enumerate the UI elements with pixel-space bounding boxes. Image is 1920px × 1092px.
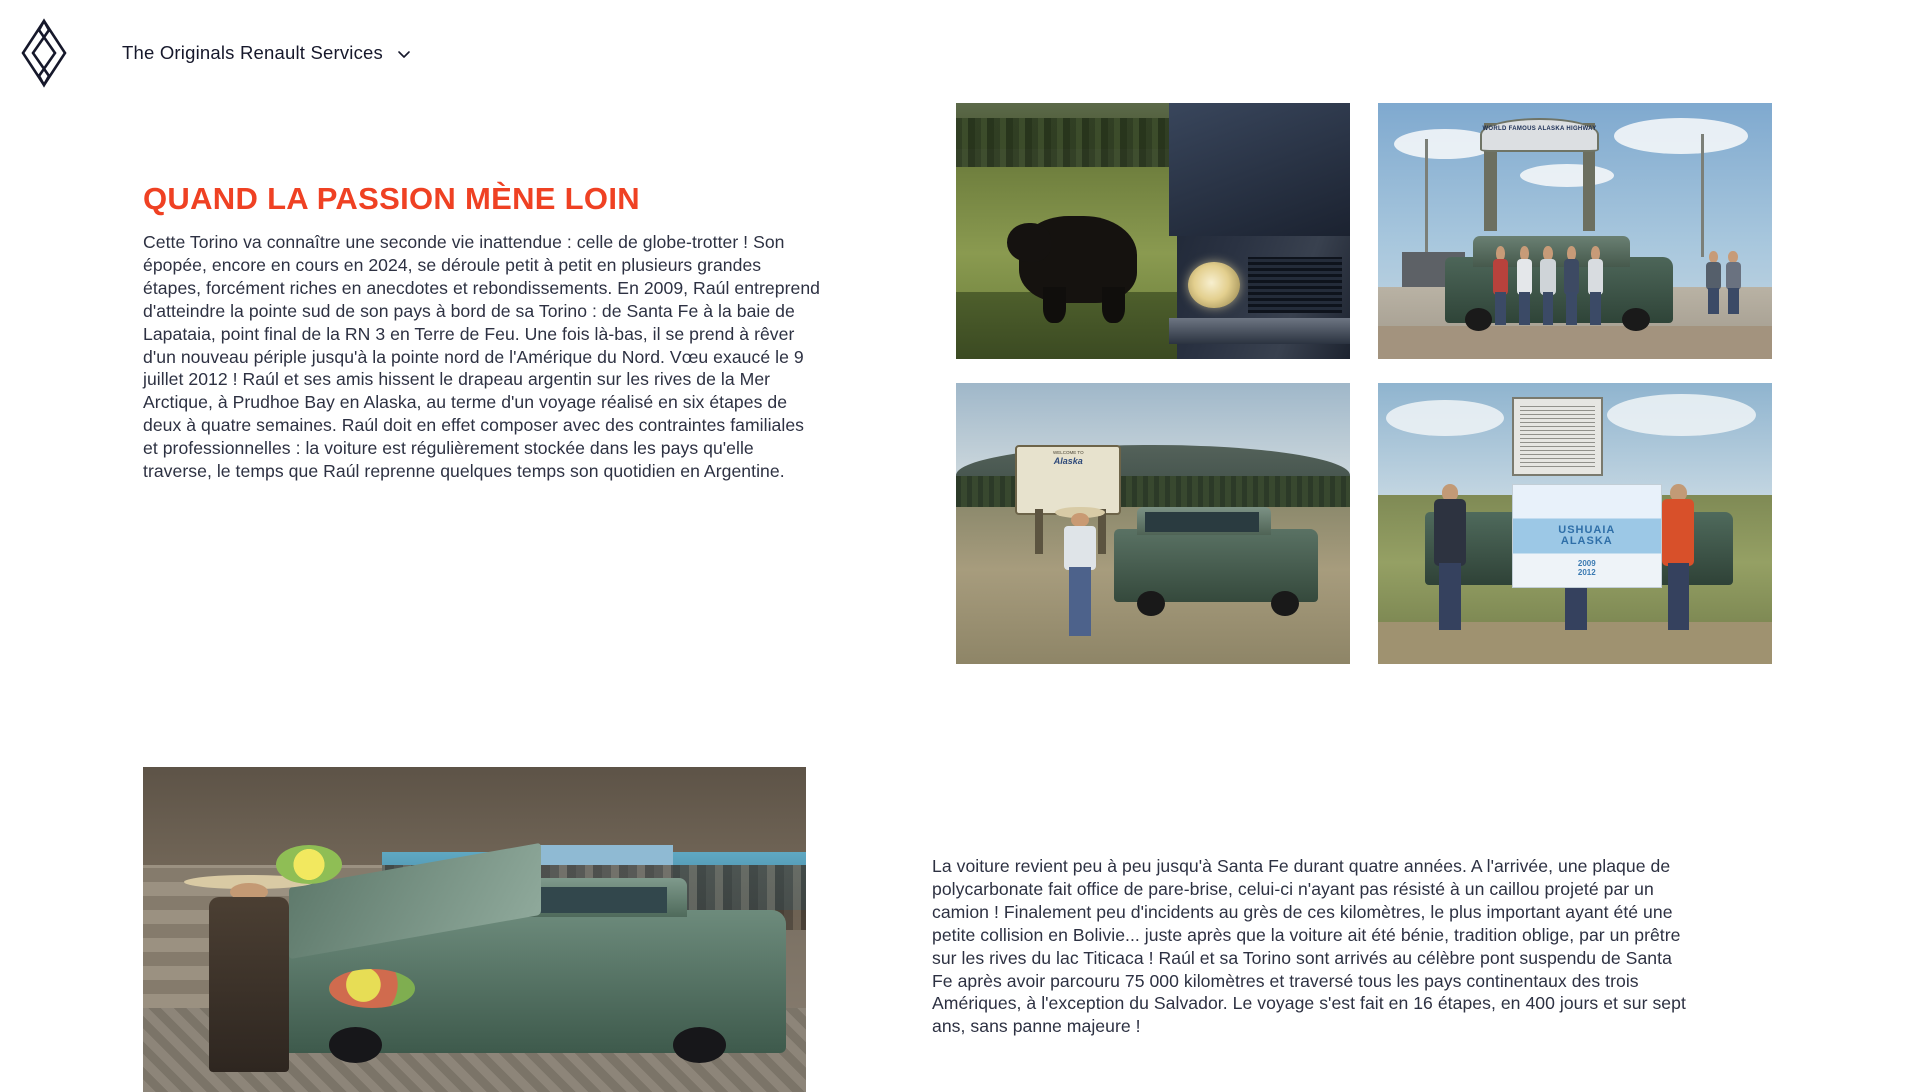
brand-nav-label: The Originals Renault Services: [122, 42, 383, 63]
photo-ushuaia-alaska-banner: [1378, 383, 1772, 664]
page-title: QUAND LA PASSION MÈNE LOIN: [143, 181, 640, 216]
highway-sign-text: WORLD FAMOUS ALASKA HIGHWAY: [1482, 126, 1597, 133]
brand-nav[interactable]: [122, 42, 411, 64]
photo-black-bear-beside-car: [956, 103, 1350, 359]
banner-line-alaska: ALASKA: [1560, 535, 1613, 548]
article-paragraph-1: Cette Torino va connaître une seconde vie inattendue : celle de globe-trotter ! Son épopée, encore en cours en 2024, se déroule petit à petit en plusieurs grandes étapes, forcément riches en anecdotes et rebondissements. En 2009, Raúl entreprend d'atteindre la pointe sud de son pays à bord de sa Torino : de Santa Fe à la baie de Lapataia, point final de la RN 3 en Terre de Feu. Une fois là-bas, il se prend à rêver d'un nouveau périple jusqu'à la pointe nord de l'Amérique du Nord. Vœu exaucé le 9 juillet 2012 ! Raúl et ses amis hissent le drapeau argentin sur les rives de la Mer Arctique, à Prudhoe Bay en Alaska, au terme d'un voyage réalisé en six étapes de deux à quatre semaines. Raúl doit en effet composer avec des contraintes familiales et professionnelles : la voiture est régulièrement stockée dans les pays qu'elle traverse, le temps que Raúl reprenne quelques temps son quotidien en Argentine.: [143, 232, 820, 482]
photo-alaska-highway-sign: [1378, 103, 1772, 359]
photo-welcome-to-alaska-sign: [956, 383, 1350, 664]
alaska-sign-small: WELCOME TO: [1052, 450, 1084, 456]
photo-priest-blessing-car: [143, 767, 806, 1092]
chevron-down-icon[interactable]: [397, 47, 411, 61]
banner-line-ushuaia: USHUAIA: [1558, 523, 1616, 536]
article-paragraph-2: La voiture revient peu à peu jusqu'à Santa Fe durant quatre années. A l'arrivée, une plaque de polycarbonate fait office de pare-brise, celui-ci n'ayant pas résisté à un caillou projeté par un camion ! Finalement peu d'incidents au grès de ces kilomètres, le plus important ayant été une petite collision en Bolivie... juste après que la voiture ait été bénie, tradition oblige, par un prêtre sur les rives du lac Titicaca ! Raúl et sa Torino sont arrivés au célèbre pont suspendu de Santa Fe après avoir parcouru 75 000 kilomètres et traversé tous les pays continentaux des trois Amériques, à l'exception du Salvador. Le voyage s'est fait en 16 étapes, en 400 jours et sur sept ans, sans panne majeure !: [932, 856, 1686, 1037]
renault-logo[interactable]: [18, 17, 70, 89]
alaska-sign-title: Alaska: [1053, 456, 1083, 467]
site-header: [0, 0, 1920, 106]
banner-year-start: 2009: [1577, 559, 1596, 569]
banner-year-end: 2012: [1577, 567, 1596, 577]
